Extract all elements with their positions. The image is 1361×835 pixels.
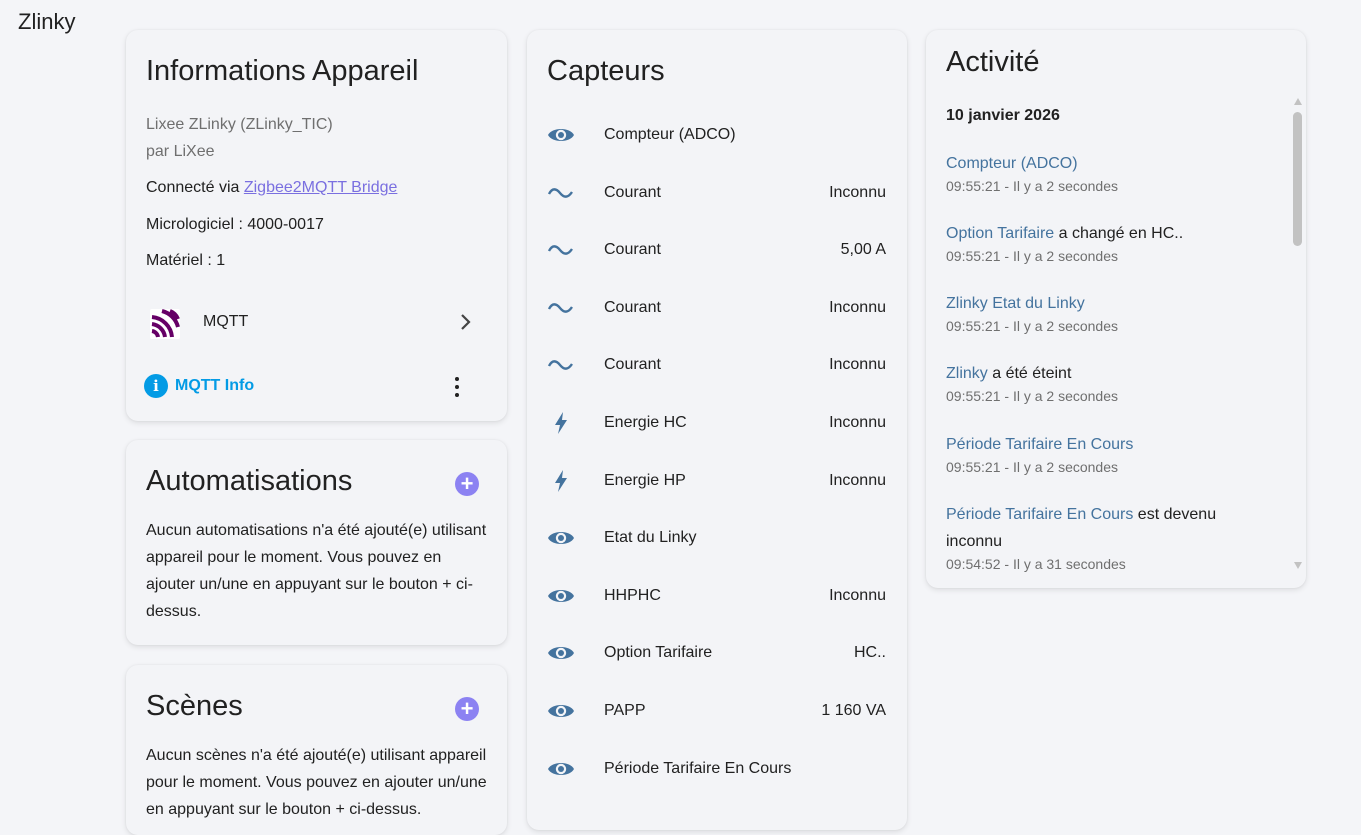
- sensor-name: Compteur (ADCO): [604, 126, 736, 143]
- device-info-title: Informations Appareil: [146, 55, 419, 87]
- activity-entry: [946, 150, 1276, 195]
- flash-icon: [547, 469, 575, 493]
- sensor-row[interactable]: [527, 230, 907, 270]
- current-ac-icon: [547, 353, 575, 377]
- sensor-value: Inconnu: [829, 414, 886, 431]
- activity-timestamp: 09:55:21 - Il y a 2 secondes: [946, 388, 1118, 404]
- scenes-title: Scènes: [146, 690, 243, 722]
- scroll-up-arrow[interactable]: [1294, 98, 1302, 105]
- page-title: Zlinky: [18, 9, 76, 34]
- activity-entry: [946, 290, 1276, 335]
- sensor-row[interactable]: [527, 691, 907, 731]
- firmware-version: Micrologiciel : 4000-0017: [146, 216, 324, 233]
- sensor-value: Inconnu: [829, 586, 886, 604]
- eye-icon: [547, 584, 575, 608]
- activity-message: [946, 220, 1276, 247]
- eye-icon: [547, 641, 575, 665]
- sensor-name: Option Tarifaire: [604, 644, 713, 662]
- sensor-name: Courant: [604, 183, 661, 201]
- sensor-name: HHPHC: [604, 586, 661, 604]
- current-ac-icon: [547, 181, 575, 205]
- activity-entity-link[interactable]: Option Tarifaire: [946, 225, 1055, 242]
- chevron-right-icon: [459, 312, 473, 332]
- sensor-row[interactable]: [527, 461, 907, 501]
- current-ac-icon: [547, 238, 575, 262]
- sensor-row[interactable]: [527, 576, 907, 616]
- activity-entity-link[interactable]: Période Tarifaire En Cours: [946, 506, 1134, 523]
- sensor-row[interactable]: [527, 115, 907, 155]
- activity-timestamp: 09:55:21 - Il y a 2 secondes: [946, 248, 1118, 264]
- activity-timestamp: 09:54:52 - Il y a 31 secondes: [946, 556, 1126, 572]
- eye-icon: [547, 757, 575, 781]
- eye-icon: [547, 123, 575, 147]
- activity-entity-link[interactable]: Zlinky: [946, 365, 988, 382]
- sensor-row[interactable]: [527, 518, 907, 558]
- add-scene-button[interactable]: +: [455, 697, 479, 721]
- sensor-row[interactable]: [527, 173, 907, 213]
- sensor-row[interactable]: [527, 345, 907, 385]
- activity-timestamp: 09:55:21 - Il y a 2 secondes: [946, 459, 1118, 475]
- activity-message-text: a changé en HC..: [1054, 225, 1184, 242]
- sensors-card: [527, 30, 907, 830]
- device-info-card: [126, 30, 507, 421]
- sensor-name: Période Tarifaire En Cours: [604, 759, 792, 777]
- flash-icon: [547, 411, 575, 435]
- activity-scrollbar[interactable]: [1293, 112, 1302, 246]
- info-icon: i: [144, 374, 168, 398]
- sensor-name: Courant: [604, 298, 661, 316]
- activity-entry: [946, 220, 1276, 265]
- more-options-icon[interactable]: [446, 375, 468, 399]
- automations-card: [126, 440, 507, 645]
- activity-entity-link[interactable]: Période Tarifaire En Cours: [946, 436, 1134, 453]
- device-manufacturer: par LiXee: [146, 143, 215, 160]
- connected-via-link[interactable]: Zigbee2MQTT Bridge: [243, 179, 398, 196]
- add-automation-button[interactable]: +: [455, 472, 479, 496]
- sensor-name: PAPP: [604, 702, 646, 719]
- eye-icon: [547, 526, 575, 550]
- sensor-value: Inconnu: [829, 298, 886, 316]
- activity-title: Activité: [946, 46, 1040, 78]
- automations-empty-text: Aucun automatisations n'a été ajouté(e) utilisant appareil pour le moment. Vous pouvez en ajouter un/une en appuyant sur le bouton + ci-dessus.: [146, 522, 487, 620]
- activity-message-text: a été éteint: [987, 365, 1072, 382]
- hardware-version: Matériel : 1: [146, 252, 226, 269]
- activity-message-text: est devenu inconnu: [946, 506, 1217, 550]
- activity-timestamp: 09:55:21 - Il y a 2 secondes: [946, 318, 1118, 334]
- sensor-row[interactable]: [527, 288, 907, 328]
- automations-title: Automatisations: [146, 465, 353, 497]
- activity-message: [946, 150, 1276, 177]
- sensor-value: 1 160 VA: [821, 702, 886, 719]
- activity-message: [946, 290, 1276, 317]
- activity-card: [926, 30, 1306, 588]
- activity-message: [946, 501, 1276, 555]
- activity-timestamp: 09:55:21 - Il y a 2 secondes: [946, 178, 1118, 194]
- activity-entry: [946, 431, 1276, 476]
- mqtt-logo-icon: [150, 309, 180, 339]
- integration-mqtt-row[interactable]: [126, 300, 507, 346]
- activity-entry: [946, 360, 1276, 405]
- connected-via-label: Connecté via: [146, 179, 244, 196]
- sensor-row[interactable]: [527, 403, 907, 443]
- sensor-value: HC..: [854, 644, 886, 662]
- scroll-down-arrow[interactable]: [1294, 562, 1302, 569]
- activity-entity-link[interactable]: Zlinky Etat du Linky: [946, 295, 1085, 312]
- integration-mqtt-label: MQTT: [203, 313, 249, 330]
- sensor-row[interactable]: [527, 633, 907, 673]
- mqtt-info-label: MQTT Info: [175, 377, 255, 394]
- scenes-card: [126, 665, 507, 835]
- activity-message: [946, 431, 1276, 458]
- eye-icon: [547, 699, 575, 723]
- connected-via: [146, 179, 397, 197]
- scenes-empty-text: Aucun scènes n'a été ajouté(e) utilisant appareil pour le moment. Vous pouvez en ajouter un/une en appuyant sur le bouton + ci-dessus.: [146, 747, 487, 818]
- sensor-name: Courant: [604, 241, 661, 259]
- sensor-name: Etat du Linky: [604, 529, 697, 547]
- activity-date: 10 janvier 2026: [946, 107, 1060, 124]
- sensor-name: Courant: [604, 356, 661, 374]
- sensor-name: Energie HP: [604, 471, 686, 489]
- activity-message: [946, 360, 1276, 387]
- sensors-title: Capteurs: [547, 55, 665, 87]
- sensor-value: Inconnu: [829, 183, 886, 201]
- activity-entry: [946, 501, 1276, 573]
- sensor-row[interactable]: [527, 749, 907, 789]
- sensor-value: Inconnu: [829, 356, 886, 374]
- device-model: Lixee ZLinky (ZLinky_TIC): [146, 116, 333, 133]
- sensor-name: Energie HC: [604, 414, 687, 431]
- sensor-value: 5,00 A: [840, 241, 886, 259]
- current-ac-icon: [547, 296, 575, 320]
- sensor-value: Inconnu: [829, 471, 886, 489]
- activity-entity-link[interactable]: Compteur (ADCO): [946, 155, 1078, 172]
